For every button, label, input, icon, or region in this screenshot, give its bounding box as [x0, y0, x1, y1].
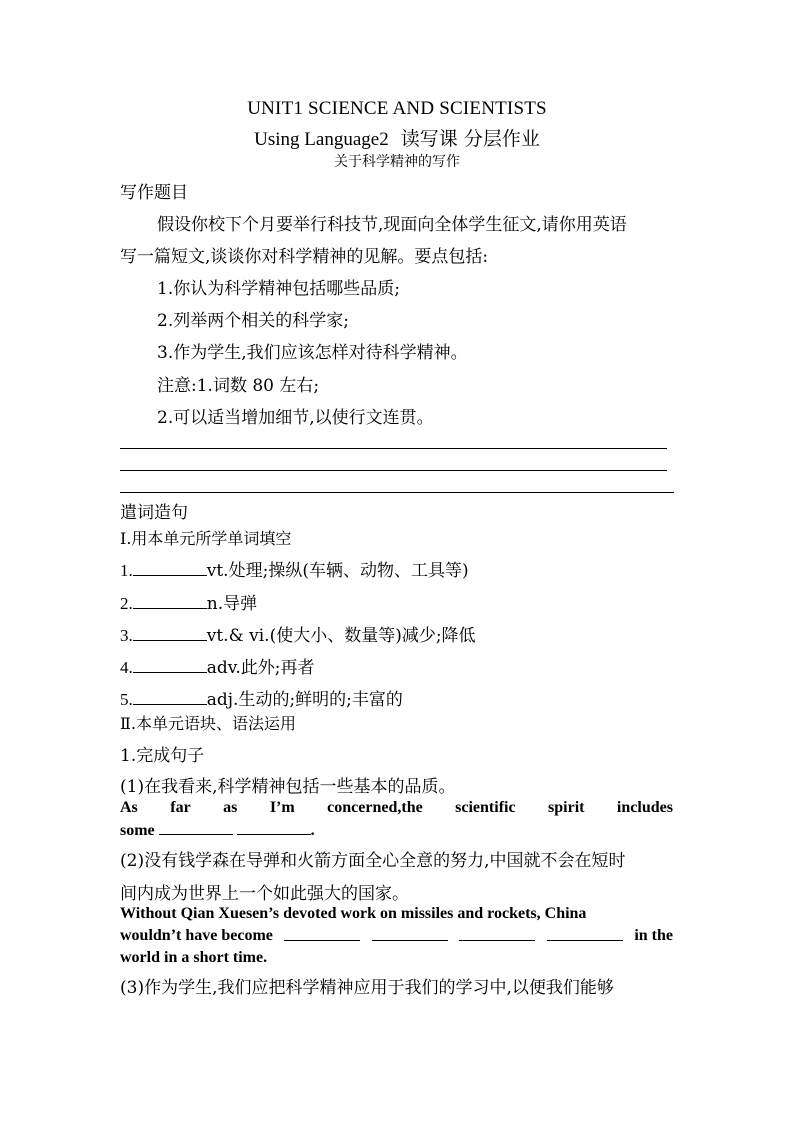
- point-3: 3.作为学生,我们应该怎样对待科学精神。: [157, 343, 468, 363]
- point-2: 2.列举两个相关的科学家;: [157, 311, 349, 331]
- section-2-title: Ⅱ.本单元语块、语法运用: [120, 714, 296, 733]
- question-2-en-line3: world in a short time.: [120, 949, 268, 966]
- question-2-en-line1: Without Qian Xuesen’s devoted work on missiles and rockets, China: [120, 905, 587, 922]
- question-2-cn-line1: (2)没有钱学森在导弹和火箭方面全心全意的努力,中国就不会在短时: [120, 851, 626, 871]
- vocab-item-5: 5. adj.生动的;鲜明的;丰富的: [120, 690, 403, 710]
- lesson-title-en: Using Language2: [254, 129, 389, 150]
- vocab-item-1: 1. vt.处理;操纵(车辆、动物、工具等): [120, 561, 469, 581]
- question-2-en-line2: wouldn’t have become in the: [120, 927, 673, 944]
- question-1-cn: (1)在我看来,科学精神包括一些基本的品质。: [120, 777, 456, 797]
- question-3-cn-line1: (3)作为学生,我们应把科学精神应用于我们的学习中,以便我们能够: [120, 978, 614, 998]
- point-1: 1.你认为科学精神包括哪些品质;: [157, 279, 400, 299]
- question-1-en-line2: some .: [120, 819, 673, 842]
- subtitle: 关于科学精神的写作: [334, 154, 460, 170]
- fill-blank[interactable]: [372, 925, 448, 941]
- fill-blank[interactable]: [133, 689, 207, 705]
- fill-blank[interactable]: [547, 925, 623, 941]
- vocab-heading: 遣词造句: [120, 503, 188, 523]
- question-1-en: [120, 797, 673, 842]
- writing-heading: 写作题目: [120, 183, 188, 203]
- sub-heading-1: 1.完成句子: [120, 746, 205, 766]
- fill-blank[interactable]: [159, 819, 233, 835]
- lesson-title: [0, 124, 794, 151]
- lesson-title-cn: 读写课 分层作业: [400, 128, 540, 150]
- fill-blank[interactable]: [133, 657, 207, 673]
- unit-title: UNIT1 SCIENCE AND SCIENTISTS: [247, 98, 547, 119]
- question-2-cn-line2: 间内成为世界上一个如此强大的国家。: [120, 884, 409, 904]
- vocab-item-2: 2. n.导弹: [120, 594, 258, 614]
- fill-blank[interactable]: [133, 625, 207, 641]
- fill-blank[interactable]: [284, 925, 360, 941]
- section-1-title: Ⅰ.用本单元所学单词填空: [120, 529, 292, 548]
- question-1-en-line1: As far as I’m concerned,the scientific spirit includes: [120, 799, 673, 816]
- note-1: 注意:1.词数 80 左右;: [157, 376, 320, 396]
- question-2-en: [120, 903, 673, 969]
- note-2: 2.可以适当增加细节,以使行文连贯。: [157, 408, 434, 428]
- fill-blank[interactable]: [237, 819, 311, 835]
- fill-blank[interactable]: [133, 560, 207, 576]
- vocab-item-3: 3. vt.& vi.(使大小、数量等)减少;降低: [120, 626, 476, 646]
- vocab-item-4: 4. adv.此外;再者: [120, 658, 315, 678]
- answer-line-2[interactable]: [120, 470, 667, 471]
- answer-line-1[interactable]: [120, 448, 667, 449]
- fill-blank[interactable]: [133, 593, 207, 609]
- answer-line-3[interactable]: [120, 492, 674, 493]
- prompt-line-2: 写一篇短文,谈谈你对科学精神的见解。要点包括:: [120, 247, 489, 267]
- prompt-line-1: 假设你校下个月要举行科技节,现面向全体学生征文,请你用英语: [157, 215, 627, 235]
- fill-blank[interactable]: [459, 925, 535, 941]
